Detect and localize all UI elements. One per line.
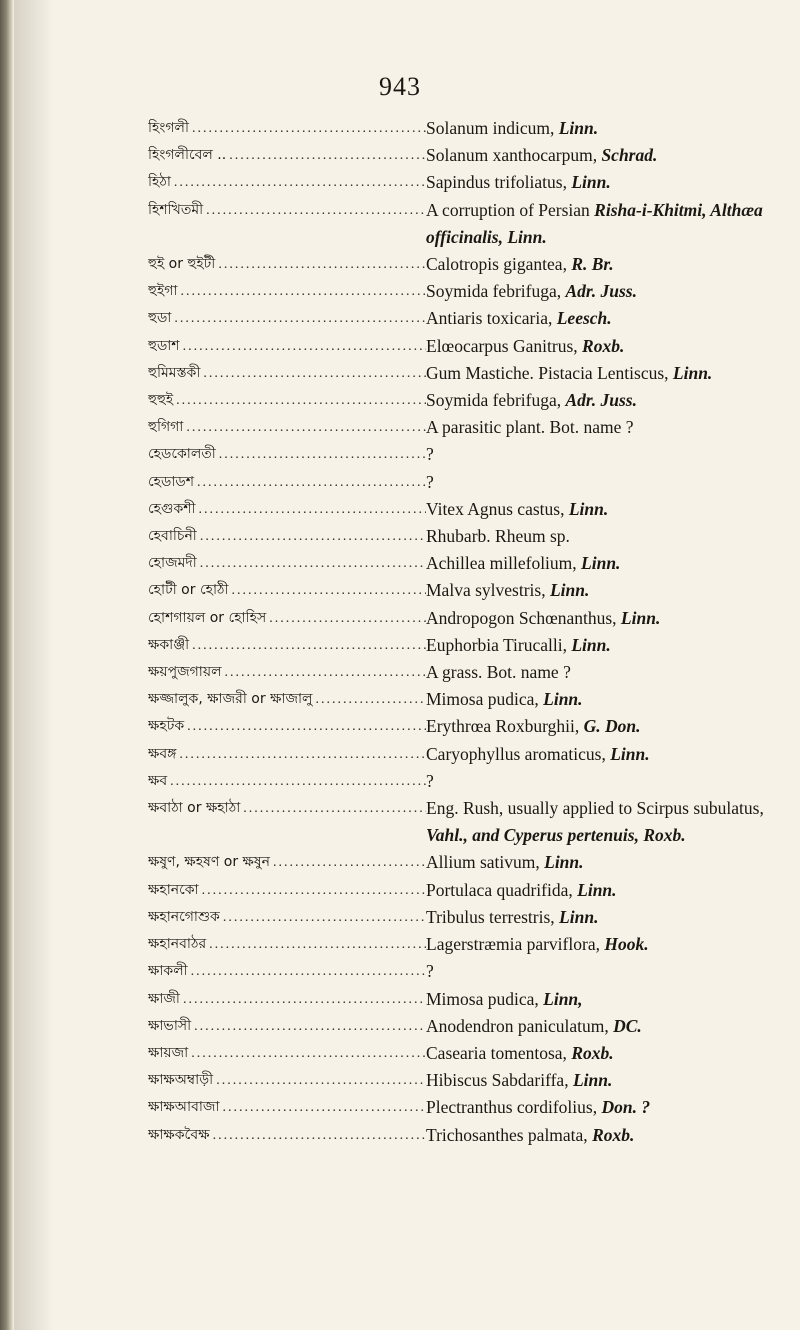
vernacular-term — [148, 877, 426, 904]
vernacular-term-text: ক্ষব — [148, 772, 168, 789]
vernacular-term — [148, 1122, 426, 1149]
vernacular-term-text: হুইগা — [148, 283, 178, 300]
botanical-name: ? — [426, 444, 434, 465]
dot-leader — [192, 115, 426, 142]
botanical-name: ? — [426, 770, 434, 791]
vernacular-term-text: ক্ষাক্ষঅম্বাড়ী — [148, 1072, 214, 1089]
vernacular-term-text: হুমিমস্তকী — [148, 364, 201, 381]
botanical-definition — [426, 278, 798, 305]
botanical-definition — [426, 360, 798, 387]
vernacular-term-text: ক্ষহানবাঠর — [148, 936, 207, 953]
botanical-authority: Leesch. — [556, 308, 612, 329]
botanical-authority: Linn. — [543, 689, 583, 710]
vernacular-term-text: হিশখিতমী — [148, 201, 204, 218]
botanical-name: Soymida febrifuga, — [426, 281, 562, 302]
glossary-entry — [148, 986, 798, 1013]
botanical-authority: Vahl., and Cyperus pertenuis, Roxb. — [426, 825, 686, 846]
vernacular-term — [148, 741, 426, 768]
vernacular-term — [148, 904, 426, 931]
glossary-entries — [148, 115, 798, 1149]
dot-leader — [199, 496, 426, 523]
botanical-name: Mimosa pudica, — [426, 988, 539, 1009]
glossary-entry — [148, 713, 798, 740]
dot-leader — [218, 251, 426, 278]
glossary-entry — [148, 605, 798, 632]
vernacular-term-text: ক্ষহানকো — [148, 881, 199, 898]
vernacular-term-text: ক্ষয়পুজগায়ল — [148, 664, 222, 681]
botanical-authority: Linn. — [572, 1070, 613, 1091]
binding-shadow — [14, 0, 54, 1330]
botanical-definition — [426, 197, 798, 251]
botanical-name: Portulaca quadrifida, — [426, 879, 573, 900]
glossary-entry — [148, 577, 798, 604]
dot-leader — [174, 305, 426, 332]
glossary-entry — [148, 333, 798, 360]
botanical-name: Elœocarpus Ganitrus, — [426, 335, 578, 356]
botanical-definition — [426, 958, 798, 985]
botanical-name: Antiaris toxicaria, — [426, 308, 553, 329]
dot-leader — [186, 414, 426, 441]
glossary-entry — [148, 197, 798, 251]
glossary-entry — [148, 931, 798, 958]
vernacular-term — [148, 414, 426, 441]
vernacular-term — [148, 387, 426, 414]
vernacular-term-text: হিংগলী — [148, 120, 189, 136]
glossary-entry — [148, 441, 798, 468]
botanical-name: Anodendron paniculatum, — [426, 1015, 609, 1036]
dot-leader — [191, 1040, 426, 1067]
dot-leader — [170, 768, 426, 795]
botanical-name: Malva sylvestris, — [426, 580, 546, 601]
glossary-entry — [148, 414, 798, 441]
glossary-entry — [148, 251, 798, 278]
glossary-entry — [148, 169, 798, 196]
botanical-name: Trichosanthes palmata, — [426, 1124, 588, 1145]
vernacular-term — [148, 1013, 426, 1040]
botanical-definition — [426, 849, 798, 876]
glossary-entry — [148, 958, 798, 985]
botanical-name: Lagerstræmia parviflora, — [426, 934, 600, 955]
botanical-definition — [426, 523, 798, 550]
botanical-name: Allium sativum, — [426, 852, 540, 873]
botanical-definition — [426, 441, 798, 468]
botanical-definition — [426, 795, 798, 849]
dot-leader — [219, 441, 426, 468]
dot-leader — [269, 605, 426, 632]
vernacular-term-text: ক্ষাকলী — [148, 963, 188, 980]
vernacular-term — [148, 768, 426, 795]
glossary-entry — [148, 496, 798, 523]
vernacular-term-text: হেগুকশী — [148, 500, 196, 517]
vernacular-term — [148, 632, 426, 659]
botanical-authority: Roxb. — [582, 335, 625, 356]
vernacular-term — [148, 333, 426, 360]
glossary-entry — [148, 387, 798, 414]
glossary-entry — [148, 115, 798, 142]
vernacular-term — [148, 713, 426, 740]
vernacular-term — [148, 197, 426, 224]
botanical-authority: Linn. — [610, 743, 650, 764]
vernacular-term — [148, 278, 426, 305]
glossary-entry — [148, 632, 798, 659]
botanical-authority: Linn. — [544, 852, 584, 873]
glossary-entry — [148, 360, 798, 387]
botanical-name: Plectranthus cordifolius, — [426, 1097, 598, 1118]
dot-leader — [202, 877, 426, 904]
botanical-definition — [426, 550, 798, 577]
botanical-authority: Adr. Juss. — [565, 390, 637, 411]
vernacular-term — [148, 251, 426, 278]
botanical-authority: Schrad. — [601, 145, 658, 166]
botanical-name: Andropogon Schœnanthus, — [426, 607, 617, 628]
dot-leader — [223, 1094, 426, 1121]
botanical-definition — [426, 115, 798, 142]
vernacular-term — [148, 605, 426, 632]
botanical-authority: Linn. — [571, 172, 611, 193]
botanical-definition — [426, 1040, 798, 1067]
vernacular-term-text: ক্ষবঙ্গ — [148, 745, 177, 762]
dot-leader — [200, 523, 426, 550]
dot-leader — [225, 659, 426, 686]
vernacular-term — [148, 686, 426, 713]
glossary-entry — [148, 877, 798, 904]
botanical-definition — [426, 251, 798, 278]
botanical-definition — [426, 713, 798, 740]
botanical-name: Eng. Rush, usually applied to Scirpus subulatus, — [426, 798, 764, 819]
dot-leader — [180, 278, 426, 305]
dot-leader — [223, 904, 426, 931]
glossary-entry — [148, 1094, 798, 1121]
vernacular-term — [148, 849, 426, 876]
vernacular-term-text: ক্ষজ্জালুক, ক্ষাজরী or ক্ষাজালু — [148, 691, 313, 708]
vernacular-term-text: ক্ষবাঠা or ক্ষহাঠা — [148, 800, 241, 817]
glossary-entry — [148, 550, 798, 577]
vernacular-term — [148, 1040, 426, 1067]
book-binding-edge — [0, 0, 14, 1330]
botanical-definition — [426, 1067, 798, 1094]
vernacular-term-text: ক্ষাভাসী — [148, 1017, 192, 1034]
botanical-definition — [426, 931, 798, 958]
glossary-entry — [148, 1067, 798, 1094]
glossary-entry — [148, 795, 798, 849]
dot-leader — [206, 197, 426, 224]
dot-leader — [183, 986, 426, 1013]
botanical-definition — [426, 605, 798, 632]
vernacular-term-text: ক্ষহানগোশুক — [148, 908, 220, 925]
botanical-definition — [426, 305, 798, 332]
glossary-entry — [148, 659, 798, 686]
dot-leader — [192, 632, 426, 659]
vernacular-term — [148, 1067, 426, 1094]
glossary-entry — [148, 142, 798, 169]
botanical-name: Calotropis gigantea, — [426, 254, 567, 275]
botanical-authority: Don. ? — [601, 1097, 651, 1118]
vernacular-term-text: হুই or হুইটী — [148, 256, 216, 273]
botanical-authority: R. Br. — [571, 254, 614, 275]
botanical-authority: Linn. — [672, 362, 713, 383]
botanical-definition — [426, 496, 798, 523]
botanical-name: Caryophyllus aromaticus, — [426, 743, 606, 764]
botanical-name: Solanum indicum, — [426, 118, 555, 138]
dot-leader — [194, 1013, 426, 1040]
botanical-name: ? — [426, 961, 434, 982]
dot-leader — [243, 795, 426, 822]
botanical-name: Solanum xanthocarpum, — [426, 145, 598, 166]
dot-leader — [191, 958, 426, 985]
botanical-authority: Adr. Juss. — [565, 281, 637, 302]
dot-leader — [213, 1122, 426, 1149]
page-number: 943 — [379, 72, 421, 101]
vernacular-term — [148, 1094, 426, 1121]
vernacular-term-text: হুগিগা — [148, 419, 184, 436]
botanical-name: ? — [426, 471, 434, 492]
glossary-entry — [148, 1122, 798, 1149]
vernacular-term-text: ক্ষাক্ষআবাজা — [148, 1099, 220, 1116]
botanical-definition — [426, 1094, 798, 1121]
dot-leader — [203, 360, 426, 387]
dot-leader — [176, 387, 426, 414]
vernacular-term-text: হুডাশ — [148, 337, 180, 354]
botanical-authority: Roxb. — [571, 1042, 614, 1063]
vernacular-term — [148, 469, 426, 496]
botanical-definition — [426, 333, 798, 360]
dot-leader — [316, 686, 427, 713]
botanical-authority: G. Don. — [583, 716, 641, 737]
dot-leader — [174, 169, 426, 196]
vernacular-term — [148, 496, 426, 523]
vernacular-term — [148, 169, 426, 196]
vernacular-term — [148, 550, 426, 577]
botanical-definition — [426, 659, 798, 686]
glossary-entry — [148, 741, 798, 768]
botanical-definition — [426, 469, 798, 496]
vernacular-term-text: হেবাচিনী — [148, 528, 197, 545]
botanical-definition — [426, 904, 798, 931]
botanical-definition — [426, 877, 798, 904]
botanical-name: Rhubarb. Rheum sp. — [426, 526, 570, 547]
vernacular-term — [148, 305, 426, 332]
botanical-authority: Linn. — [571, 634, 611, 655]
dot-leader — [179, 741, 426, 768]
dot-leader — [232, 577, 426, 604]
botanical-definition — [426, 414, 798, 441]
vernacular-term-text: ক্ষাজী — [148, 990, 180, 1007]
vernacular-term — [148, 986, 426, 1013]
dot-leader — [209, 931, 426, 958]
botanical-authority: Roxb. — [592, 1124, 635, 1145]
vernacular-term-text: হোটী or হোঠী — [148, 582, 229, 599]
botanical-name: Casearia tomentosa, — [426, 1042, 567, 1063]
botanical-name: A parasitic plant. Bot. name ? — [426, 417, 634, 438]
vernacular-term — [148, 577, 426, 604]
botanical-authority: Linn, — [543, 988, 583, 1009]
botanical-name: Sapindus trifoliatus, — [426, 172, 567, 193]
dot-leader — [200, 550, 426, 577]
botanical-definition — [426, 686, 798, 713]
botanical-name: A grass. Bot. name ? — [426, 662, 571, 683]
vernacular-term-text: ক্ষষুণ, ক্ষহষণ or ক্ষষুন — [148, 854, 270, 871]
botanical-name: Gum Mastiche. Pistacia Lentiscus, — [426, 362, 669, 383]
vernacular-term-text: ক্ষকাঞ্জী — [148, 636, 190, 653]
glossary-entry — [148, 305, 798, 332]
vernacular-term-text: হেডাডশ — [148, 473, 194, 490]
dot-leader — [197, 469, 426, 496]
botanical-authority: DC. — [613, 1015, 642, 1036]
vernacular-term-text: হেডকোলতী — [148, 446, 216, 463]
botanical-authority: Linn. — [559, 906, 599, 927]
vernacular-term — [148, 958, 426, 985]
vernacular-term — [148, 360, 426, 387]
glossary-entry — [148, 469, 798, 496]
botanical-authority: Linn. — [549, 580, 590, 601]
botanical-name: A corruption of Persian — [426, 199, 590, 220]
botanical-name: Vitex Agnus castus, — [426, 498, 565, 519]
botanical-name: Hibiscus Sabdariffa, — [426, 1070, 569, 1091]
vernacular-term — [148, 659, 426, 686]
vernacular-term-text: ক্ষায়জা — [148, 1044, 189, 1061]
vernacular-term — [148, 441, 426, 468]
botanical-name: Mimosa pudica, — [426, 689, 539, 710]
vernacular-term-text: হুহুই — [148, 392, 174, 409]
botanical-authority: Linn. — [577, 879, 617, 900]
botanical-name: Euphorbia Tirucalli, — [426, 634, 567, 655]
botanical-authority: Linn. — [581, 553, 621, 574]
botanical-authority: Linn. — [620, 607, 661, 628]
botanical-authority: Hook. — [604, 934, 649, 955]
vernacular-term — [148, 523, 426, 550]
botanical-name: Erythrœa Roxburghii, — [426, 716, 580, 737]
vernacular-term — [148, 931, 426, 958]
vernacular-term — [148, 795, 426, 822]
botanical-definition — [426, 387, 798, 414]
botanical-definition — [426, 1013, 798, 1040]
botanical-definition — [426, 986, 798, 1013]
vernacular-term — [148, 142, 426, 169]
vernacular-term-text: হিঠা — [148, 174, 171, 191]
glossary-entry — [148, 768, 798, 795]
botanical-definition — [426, 632, 798, 659]
vernacular-term-text: হোশগায়ল or হোহিস — [148, 609, 267, 626]
botanical-definition — [426, 169, 798, 196]
glossary-entry — [148, 1040, 798, 1067]
dot-leader — [273, 849, 426, 876]
botanical-definition — [426, 768, 798, 795]
botanical-name: Soymida febrifuga, — [426, 390, 562, 411]
glossary-entry — [148, 904, 798, 931]
vernacular-term-text: হিংগলীবেল .. — [148, 147, 227, 164]
botanical-definition — [426, 142, 798, 169]
dot-leader — [183, 333, 426, 360]
vernacular-term-text: হুডা — [148, 310, 172, 327]
vernacular-term — [148, 115, 426, 142]
botanical-definition — [426, 1122, 798, 1149]
botanical-definition — [426, 577, 798, 604]
glossary-entry — [148, 278, 798, 305]
dot-leader — [216, 1067, 426, 1094]
glossary-entry — [148, 686, 798, 713]
vernacular-term-text: ক্ষহটক — [148, 718, 185, 735]
vernacular-term-text: হোজমদী — [148, 555, 197, 572]
botanical-authority: Risha-i-Khitmi, Althæa officinalis, Linn. — [426, 199, 763, 247]
botanical-definition — [426, 741, 798, 768]
dot-leader — [187, 713, 426, 740]
botanical-name: Tribulus terrestris, — [426, 906, 555, 927]
glossary-entry — [148, 849, 798, 876]
botanical-authority: Linn. — [558, 118, 599, 138]
botanical-name: Achillea millefolium, — [426, 553, 577, 574]
glossary-entry — [148, 1013, 798, 1040]
dot-leader — [229, 142, 426, 169]
botanical-authority: Linn. — [568, 498, 609, 519]
glossary-entry — [148, 523, 798, 550]
vernacular-term-text: ক্ষাক্ষকবৈক্ষ — [148, 1126, 210, 1143]
